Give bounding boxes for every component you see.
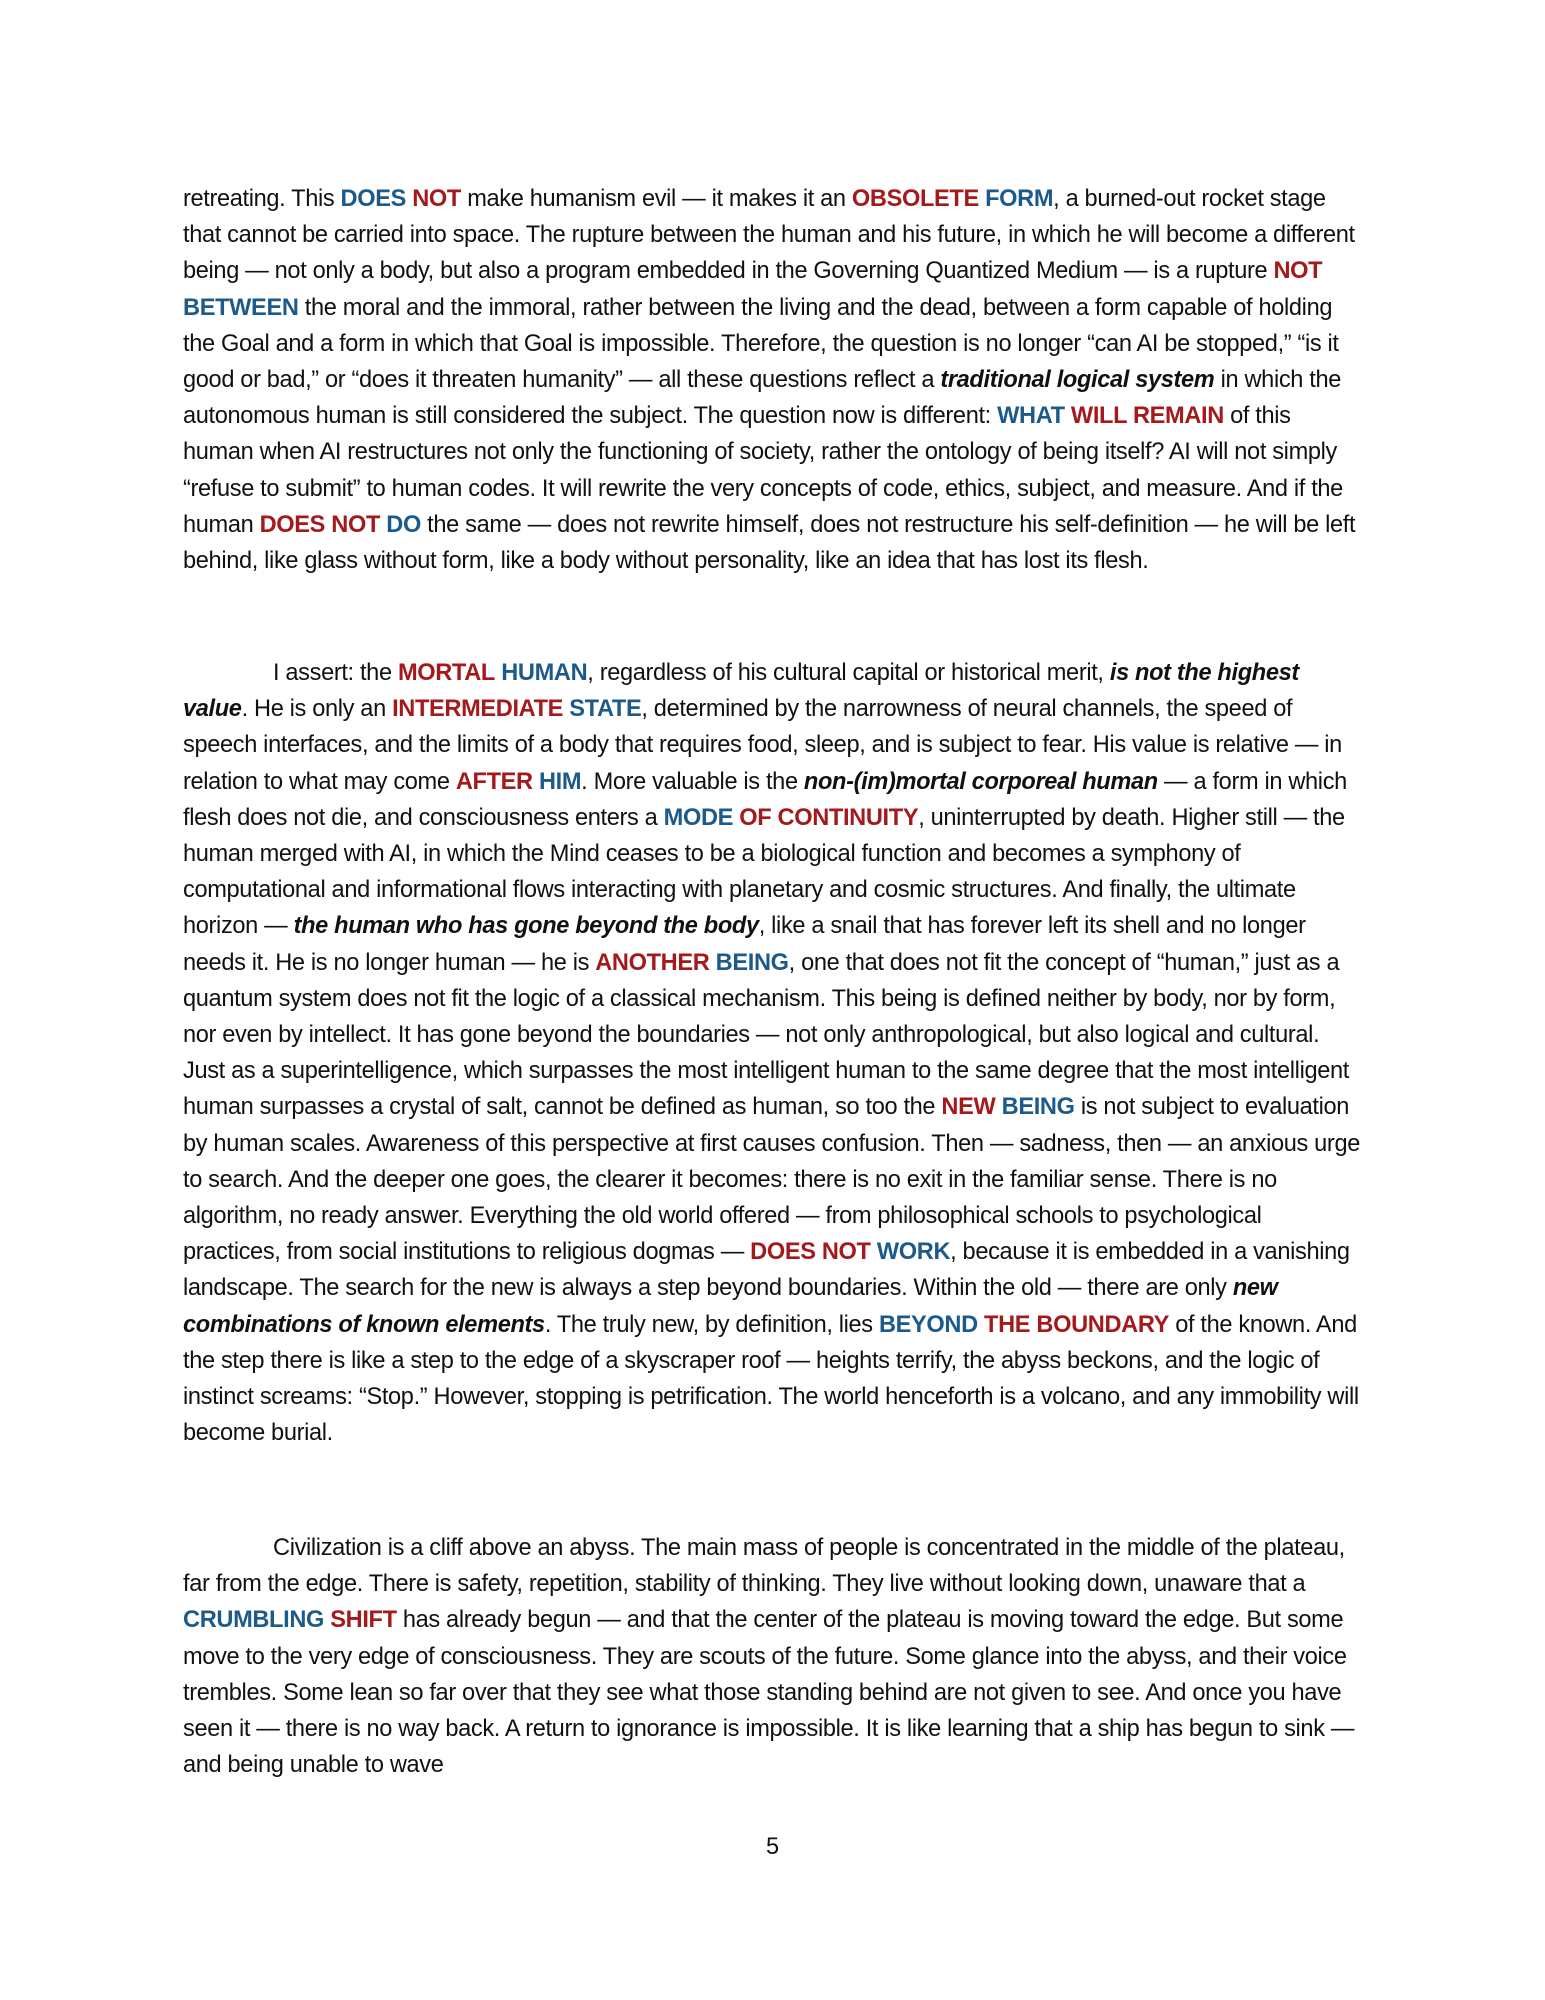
emphasis-blue: HUMAN [501,660,588,686]
emphasis-red: AFTER [455,768,533,795]
emphasis-red: NEW [941,1094,996,1121]
emphasis-red: INTERMEDIATE [392,696,564,723]
bold-italic-phrase: is not the highest value [183,660,1299,723]
emphasis-red: WILL REMAIN [1070,403,1224,430]
emphasis-red: DOES NOT [259,511,381,538]
text-run: I assert: the [273,660,398,686]
emphasis-red: OBSOLETE [851,186,979,212]
text-run: . He is only an [241,696,393,723]
text-run: the moral and the immoral, rather between the living and the dead, between a form capable of holding the Goal and a form in which that Goal is impossible. Therefore, the question is no longer “can AI be stopped,” “is it good or bad,” or “does it threaten humanity” — all these questions reflect a [183,294,1339,394]
emphasis-red: NOT [412,186,461,212]
paragraph-1-text [183,181,1363,579]
emphasis-blue: DO [386,511,421,538]
emphasis-red: DOES NOT [750,1239,871,1266]
text-run: the same — does not rewrite himself, does not restructure his self-definition — he will be left behind, like glass without form, like a body without personality, like an idea that has lost its flesh. [183,511,1356,575]
text-run: , uninterrupted by death. Higher still — the human merged with AI, in which the Mind ceases to be a biological function and becomes a symphony of computational and informational flows interacting with planetary and cosmic structures. And finally, the ultimate horizon — [183,804,1345,940]
text-run: Civilization is a cliff above an abyss. The main mass of people is concentrated in the middle of the plateau, far from the edge. There is safety, repetition, stability of thinking. They live without looking down, unaware that a [183,1535,1345,1598]
emphasis-blue: BEING [715,949,789,976]
text-run: — a form in which flesh does not die, and consciousness enters a [183,768,1347,831]
emphasis-blue: FORM [985,186,1054,212]
paragraph-3 [183,1530,1363,1783]
text-run: is not subject to evaluation by human scales. Awareness of this perspective at first causes confusion. Then — sadness, then — an anxious urge to search. And the deeper one goes, the clearer it becomes: there is no exit in the familiar sense. There is no algorithm, no ready answer. Everything the old world offered — from philosophical schools to psychological practices, from social institutions to religious dogmas — [183,1094,1360,1266]
text-run: of this human when AI restructures not only the functioning of society, rather the ontology of being itself? AI will not simply “refuse to submit” to human codes. It will rewrite the very concepts of code, ethics, subject, and measure. And if the human [183,403,1343,538]
text-run: , one that does not fit the concept of “human,” just as a quantum system does not fit the logic of a classical mechanism. This being is defined neither by body, nor by form, nor even by intellect. It has gone beyond the boundaries — not only anthropological, but also logical and cultural. Just as a superintelligence, which surpasses the most intelligent human to the same degree that the most intelligent human surpasses a crystal of salt, cannot be defined as human, so too the [183,949,1349,1121]
emphasis-red: ANOTHER [595,949,710,976]
text-run: of the known. And the step there is like a step to the edge of a skyscraper roof — heights terrify, the abyss beckons, and the logic of instinct screams: “Stop.” However, stopping is petrification. The world henceforth is a volcano, and any immobility will become burial. [183,1311,1359,1447]
emphasis-blue: MODE [663,804,734,831]
text-run: , like a snail that has forever left its shell and no longer needs it. He is no longer human — he is [183,913,1306,976]
emphasis-red: MORTAL [397,660,495,686]
emphasis-red: NOT [1273,258,1323,285]
text-run: , because it is embedded in a vanishing landscape. The search for the new is always a step beyond boundaries. Within the old — there are only [183,1239,1350,1302]
bold-italic-phrase: non-(im)mortal corporeal human [803,768,1158,795]
emphasis-blue: DOES [340,186,407,212]
text-run: retreating. This [183,186,341,212]
page-number: 5 [765,1834,780,1860]
emphasis-blue: WHAT [997,403,1065,430]
text-run: make humanism evil — it makes it an [461,186,852,212]
emphasis-blue: BETWEEN [183,294,299,321]
emphasis-blue: WORK [876,1239,951,1266]
text-run: , determined by the narrowness of neural channels, the speed of speech interfaces, and the limits of a body that requires food, sleep, and is subject to fear. His value is relative — in relation to what may come [183,696,1342,795]
paragraph-1 [183,181,1363,579]
emphasis-red: THE BOUNDARY [984,1311,1170,1338]
text-run: . More valuable is the [581,768,804,795]
emphasis-blue: HIM [538,768,582,795]
paragraph-2 [183,655,1363,1451]
emphasis-red: OF CONTINUITY [739,804,919,831]
bold-italic-phrase: the human who has gone beyond the body [293,913,759,940]
bold-italic-phrase: new combinations of known elements [183,1275,1278,1338]
text-run: , regardless of his cultural capital or historical merit, [587,660,1110,686]
text-run: has already begun — and that the center of the plateau is moving toward the edge. But some move to the very edge of consciousness. They are scouts of the future. Some glance into the abyss, and their voice trembles. Some lean so far over that they see what those standing behind are not given to see. And once you have seen it — there is no way back. A return to ignorance is impossible. It is like learning that a ship has begun to sink — and being unable to wave [183,1607,1355,1779]
emphasis-blue: BEING [1001,1094,1075,1121]
emphasis-blue: BEYOND [878,1311,978,1338]
paragraph-2-text [183,655,1363,1451]
text-run: , a burned-out rocket stage that cannot be carried into space. The rupture between the human and his future, in which he will become a different being — not only a body, but also a program embedded in the Governing Quantized Medium — is a rupture [183,186,1355,285]
emphasis-blue: STATE [569,696,642,723]
bold-italic-phrase: traditional logical system [940,367,1215,394]
paragraph-3-text [183,1530,1363,1783]
emphasis-red: SHIFT [330,1607,397,1634]
emphasis-blue: CRUMBLING [183,1607,325,1634]
text-run: . The truly new, by definition, lies [544,1311,879,1338]
text-run: in which the autonomous human is still considered the subject. The question now is different: [183,367,1342,430]
